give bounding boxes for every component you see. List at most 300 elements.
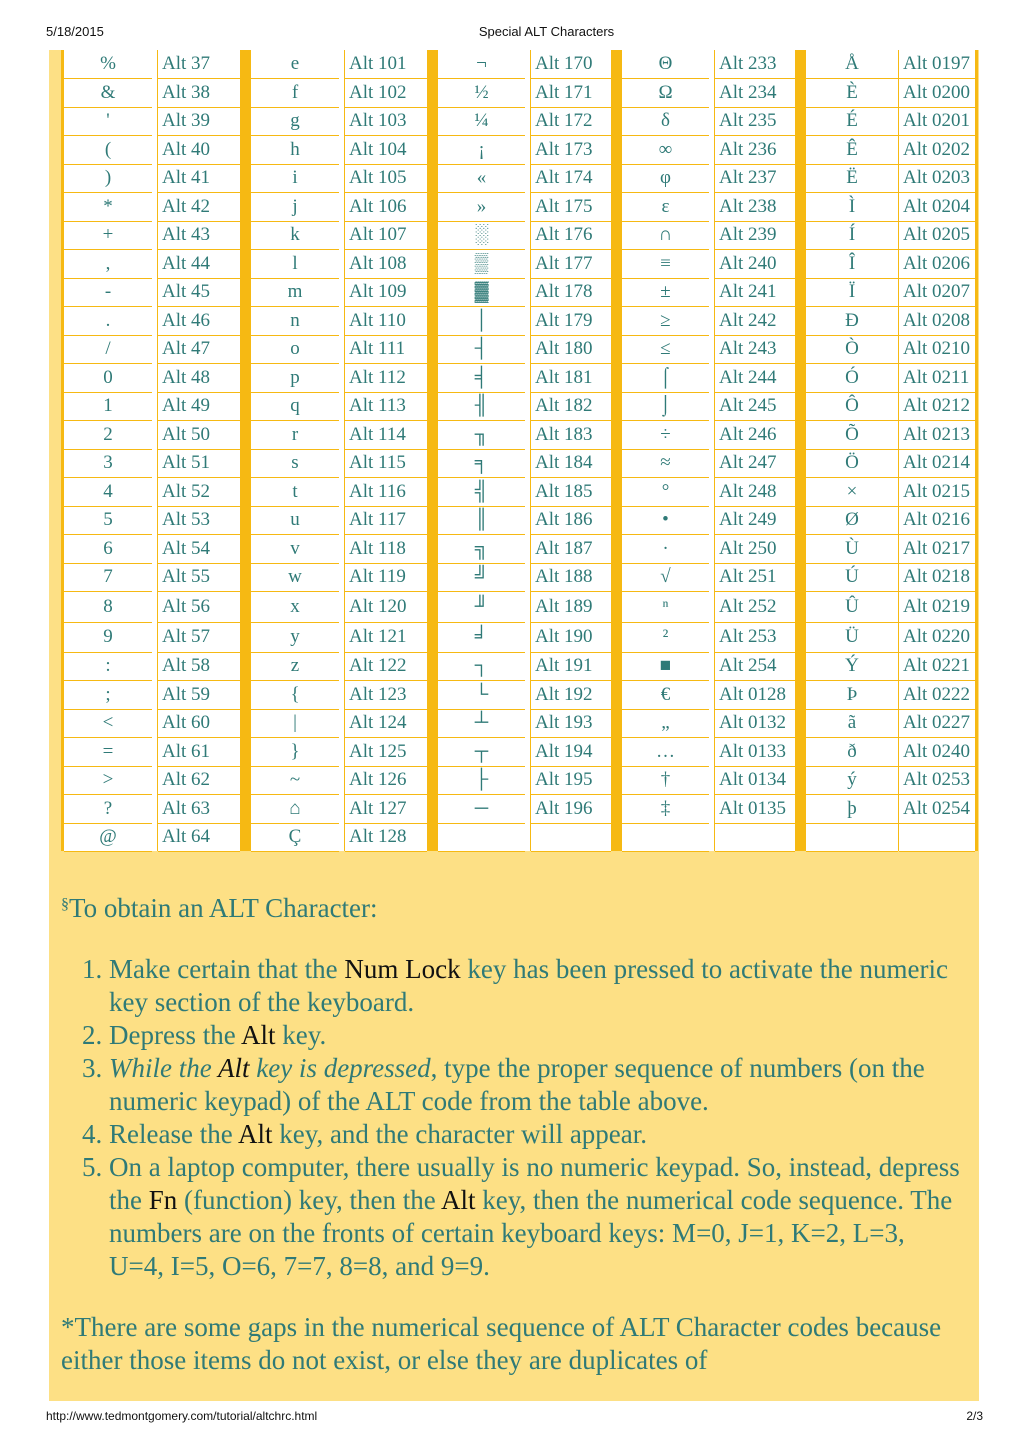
character-cell: ? — [64, 794, 152, 824]
character-cell: ‡ — [622, 794, 709, 824]
alt-code-cell: Alt 0220 — [899, 622, 975, 653]
character-cell: Ø — [806, 506, 898, 535]
alt-code-cell: Alt 195 — [531, 766, 611, 795]
table-column-group — [61, 50, 248, 851]
alt-code-cell: Alt 237 — [715, 164, 795, 193]
alt-code-cell: Alt 111 — [345, 335, 427, 364]
character-cell: ░ — [438, 221, 525, 250]
alt-code-cell: Alt 233 — [715, 50, 795, 79]
character-cell: ╡ — [438, 363, 525, 393]
key-name: Fn — [148, 1185, 178, 1215]
alt-code-cell: Alt 55 — [158, 563, 240, 592]
alt-code-cell: Alt 37 — [158, 50, 240, 79]
character-cell: x — [251, 591, 339, 623]
alt-code-cell: Alt 48 — [158, 363, 240, 393]
page-title: Special ALT Characters — [478, 24, 615, 39]
character-cell: ╜ — [438, 591, 525, 623]
alt-code-cell: Alt 181 — [531, 363, 611, 393]
character-cell: 6 — [64, 534, 152, 564]
character-cell: Ç — [251, 823, 339, 852]
table-column-group — [435, 50, 619, 851]
alt-code-cell: Alt 0207 — [899, 278, 975, 307]
alt-code-cell: Alt 52 — [158, 477, 240, 507]
step-text: , type the proper sequence of numbers (on the numeric keypad) of the ALT code from the table above. — [109, 1053, 925, 1116]
alt-code-cell: Alt 126 — [345, 766, 427, 795]
character-cell: > — [64, 766, 152, 795]
alt-code-cell: Alt 118 — [345, 534, 427, 564]
alt-code-cell: Alt 0202 — [899, 135, 975, 165]
alt-code-cell: Alt 0205 — [899, 221, 975, 250]
alt-code-cell: Alt 121 — [345, 622, 427, 653]
alt-code-cell: Alt 123 — [345, 680, 427, 710]
alt-code-cell: Alt 189 — [531, 591, 611, 623]
character-cell: └ — [438, 680, 525, 710]
character-cell: ╖ — [438, 420, 525, 450]
character-cell: & — [64, 78, 152, 108]
alt-code-cell: Alt 127 — [345, 794, 427, 824]
alt-code-cell: Alt 170 — [531, 50, 611, 79]
alt-code-cell: Alt 109 — [345, 278, 427, 307]
step-4 — [109, 1118, 966, 1151]
character-cell: ≤ — [622, 335, 709, 364]
character-cell: . — [64, 306, 152, 336]
character-cell: ∞ — [622, 135, 709, 165]
alt-code-cell: Alt 175 — [531, 192, 611, 222]
character-cell: 5 — [64, 506, 152, 535]
alt-code-cell: Alt 53 — [158, 506, 240, 535]
character-cell: { — [251, 680, 339, 710]
character-cell: „ — [622, 709, 709, 738]
alt-code-cell: Alt 254 — [715, 652, 795, 681]
character-cell: ╗ — [438, 534, 525, 564]
steps-list — [61, 953, 966, 1283]
heading-text: To obtain an ALT Character: — [69, 893, 378, 923]
alt-code-cell: Alt 242 — [715, 306, 795, 336]
alt-code-cell: Alt 0215 — [899, 477, 975, 507]
alt-code-cell: Alt 0216 — [899, 506, 975, 535]
alt-code-cell: Alt 0217 — [899, 534, 975, 564]
character-cell: j — [251, 192, 339, 222]
character-cell: ~ — [251, 766, 339, 795]
character-cell: i — [251, 164, 339, 193]
character-cell: ⌡ — [622, 392, 709, 421]
alt-code-cell: Alt 250 — [715, 534, 795, 564]
character-cell: 3 — [64, 449, 152, 478]
alt-code-cell: Alt 0221 — [899, 652, 975, 681]
character-cell: ┬ — [438, 737, 525, 767]
step-text: (function) key, then the — [177, 1185, 441, 1215]
character-cell: 7 — [64, 563, 152, 592]
character-cell: ð — [806, 737, 898, 767]
alt-code-cell: Alt 110 — [345, 306, 427, 336]
character-cell: ¼ — [438, 107, 525, 136]
character-cell: ÷ — [622, 420, 709, 450]
alt-code-cell: Alt 0210 — [899, 335, 975, 364]
character-cell: 8 — [64, 591, 152, 623]
alt-code-cell — [531, 823, 611, 852]
character-cell: φ — [622, 164, 709, 193]
character-cell: % — [64, 50, 152, 79]
character-cell: , — [64, 249, 152, 279]
alt-code-cell: Alt 39 — [158, 107, 240, 136]
step-text: Release the — [109, 1119, 238, 1149]
alt-code-cell: Alt 184 — [531, 449, 611, 478]
character-cell: ( — [64, 135, 152, 165]
alt-code-cell: Alt 41 — [158, 164, 240, 193]
alt-code-cell: Alt 0133 — [715, 737, 795, 767]
alt-code-cell: Alt 105 — [345, 164, 427, 193]
alt-code-cell: Alt 176 — [531, 221, 611, 250]
character-cell: < — [64, 709, 152, 738]
alt-code-cell: Alt 107 — [345, 221, 427, 250]
page-number: 2/3 — [966, 1409, 983, 1423]
character-cell: ⌂ — [251, 794, 339, 824]
alt-code-cell: Alt 247 — [715, 449, 795, 478]
character-cell: m — [251, 278, 339, 307]
character-cell: g — [251, 107, 339, 136]
alt-code-cell: Alt 122 — [345, 652, 427, 681]
alt-code-cell: Alt 252 — [715, 591, 795, 623]
character-cell: u — [251, 506, 339, 535]
character-cell: √ — [622, 563, 709, 592]
character-cell: ■ — [622, 652, 709, 681]
character-cell: Ì — [806, 192, 898, 222]
character-cell: Þ — [806, 680, 898, 710]
character-cell: ║ — [438, 506, 525, 535]
alt-code-cell: Alt 46 — [158, 306, 240, 336]
character-cell: Û — [806, 591, 898, 623]
alt-code-cell: Alt 241 — [715, 278, 795, 307]
print-date: 5/18/2015 — [46, 24, 104, 39]
character-cell: ≈ — [622, 449, 709, 478]
alt-code-cell: Alt 102 — [345, 78, 427, 108]
character-cell: þ — [806, 794, 898, 824]
alt-code-cell: Alt 0213 — [899, 420, 975, 450]
alt-code-cell: Alt 249 — [715, 506, 795, 535]
alt-code-cell: Alt 0219 — [899, 591, 975, 623]
alt-code-cell: Alt 234 — [715, 78, 795, 108]
alt-code-cell: Alt 51 — [158, 449, 240, 478]
alt-code-cell: Alt 60 — [158, 709, 240, 738]
step-text: key is depressed — [249, 1053, 431, 1083]
character-cell: ╢ — [438, 392, 525, 421]
alt-code-cell: Alt 253 — [715, 622, 795, 653]
alt-code-cell: Alt 246 — [715, 420, 795, 450]
character-cell: » — [438, 192, 525, 222]
alt-code-cell: Alt 174 — [531, 164, 611, 193]
character-cell: Ù — [806, 534, 898, 564]
character-cell: = — [64, 737, 152, 767]
character-cell — [438, 823, 525, 852]
alt-code-cell: Alt 178 — [531, 278, 611, 307]
character-cell: 4 — [64, 477, 152, 507]
character-cell — [622, 823, 709, 852]
character-cell: ⌠ — [622, 363, 709, 393]
alt-code-cell: Alt 58 — [158, 652, 240, 681]
alt-code-cell: Alt 180 — [531, 335, 611, 364]
character-cell: Ó — [806, 363, 898, 393]
character-cell: € — [622, 680, 709, 710]
character-cell: Ô — [806, 392, 898, 421]
character-cell: Ý — [806, 652, 898, 681]
alt-code-cell: Alt 119 — [345, 563, 427, 592]
key-name: Alt — [217, 1053, 250, 1083]
character-cell: ¡ — [438, 135, 525, 165]
alt-code-cell: Alt 193 — [531, 709, 611, 738]
step-text: key has been pressed to activate the numeric key section of the keyboard. — [109, 954, 948, 1017]
character-cell: · — [622, 534, 709, 564]
alt-code-cell: Alt 43 — [158, 221, 240, 250]
character-cell: / — [64, 335, 152, 364]
alt-code-cell: Alt 194 — [531, 737, 611, 767]
character-cell: w — [251, 563, 339, 592]
alt-code-cell: Alt 179 — [531, 306, 611, 336]
alt-code-cell: Alt 114 — [345, 420, 427, 450]
key-name: Alt — [440, 1185, 476, 1215]
character-cell: Ö — [806, 449, 898, 478]
alt-code-cell: Alt 101 — [345, 50, 427, 79]
alt-code-cell: Alt 0240 — [899, 737, 975, 767]
alt-code-cell: Alt 196 — [531, 794, 611, 824]
step-text: Depress the — [109, 1020, 241, 1050]
alt-code-cell: Alt 124 — [345, 709, 427, 738]
character-cell: ▒ — [438, 249, 525, 279]
character-cell: e — [251, 50, 339, 79]
character-cell: Î — [806, 249, 898, 279]
character-cell: … — [622, 737, 709, 767]
alt-code-cell: Alt 0208 — [899, 306, 975, 336]
step-1 — [109, 953, 966, 1019]
step-text: key. — [275, 1020, 327, 1050]
step-text: While the — [109, 1053, 218, 1083]
alt-code-cell: Alt 172 — [531, 107, 611, 136]
character-cell: × — [806, 477, 898, 507]
alt-code-cell: Alt 108 — [345, 249, 427, 279]
character-cell: ε — [622, 192, 709, 222]
character-cell: p — [251, 363, 339, 393]
alt-code-cell: Alt 0218 — [899, 563, 975, 592]
alt-code-cell: Alt 113 — [345, 392, 427, 421]
alt-code-cell: Alt 0204 — [899, 192, 975, 222]
alt-code-cell: Alt 191 — [531, 652, 611, 681]
alt-code-cell: Alt 103 — [345, 107, 427, 136]
step-text: On a laptop computer, there usually is no numeric keypad. So, instead, depress the — [109, 1152, 960, 1215]
character-cell: 0 — [64, 363, 152, 393]
alt-code-cell: Alt 0135 — [715, 794, 795, 824]
alt-code-cell: Alt 49 — [158, 392, 240, 421]
alt-code-cell — [899, 823, 975, 852]
character-cell: ; — [64, 680, 152, 710]
character-cell: - — [64, 278, 152, 307]
alt-code-cell: Alt 42 — [158, 192, 240, 222]
alt-code-cell: Alt 56 — [158, 591, 240, 623]
alt-code-cell: Alt 190 — [531, 622, 611, 653]
character-cell: ▓ — [438, 278, 525, 307]
table-column-group — [803, 50, 978, 851]
alt-code-cell: Alt 177 — [531, 249, 611, 279]
alt-code-cell: Alt 115 — [345, 449, 427, 478]
alt-code-cell: Alt 64 — [158, 823, 240, 852]
step-text: key, and the character will appear. — [272, 1119, 648, 1149]
alt-code-cell: Alt 0211 — [899, 363, 975, 393]
alt-code-cell: Alt 0212 — [899, 392, 975, 421]
character-cell: ½ — [438, 78, 525, 108]
alt-code-cell: Alt 0197 — [899, 50, 975, 79]
character-cell: ≡ — [622, 249, 709, 279]
character-cell: ± — [622, 278, 709, 307]
alt-code-cell: Alt 186 — [531, 506, 611, 535]
alt-code-cell: Alt 0201 — [899, 107, 975, 136]
character-cell: • — [622, 506, 709, 535]
alt-code-cell: Alt 0134 — [715, 766, 795, 795]
alt-code-cell: Alt 61 — [158, 737, 240, 767]
alt-code-cell: Alt 40 — [158, 135, 240, 165]
alt-code-cell: Alt 238 — [715, 192, 795, 222]
alt-code-cell: Alt 50 — [158, 420, 240, 450]
step-3 — [109, 1052, 966, 1118]
alt-code-cell: Alt 117 — [345, 506, 427, 535]
alt-code-cell: Alt 243 — [715, 335, 795, 364]
alt-code-cell: Alt 45 — [158, 278, 240, 307]
character-cell: ┐ — [438, 652, 525, 681]
character-cell: @ — [64, 823, 152, 852]
character-cell: } — [251, 737, 339, 767]
character-cell: Å — [806, 50, 898, 79]
character-cell: ╣ — [438, 477, 525, 507]
alt-code-cell: Alt 59 — [158, 680, 240, 710]
key-name: Alt — [237, 1119, 273, 1149]
alt-code-cell: Alt 185 — [531, 477, 611, 507]
step-text: key, then the numerical code sequence. The numbers are on the fronts of certain keyboard keys: M=0, J=1, K=2, L=3, U=4, I=5, O=6, 7=7, 8=8, and 9=9. — [109, 1185, 953, 1281]
alt-code-cell: Alt 0203 — [899, 164, 975, 193]
character-cell: 1 — [64, 392, 152, 421]
character-cell: Ü — [806, 622, 898, 653]
alt-code-cell: Alt 245 — [715, 392, 795, 421]
section-marker: § — [61, 896, 69, 913]
alt-code-cell: Alt 0254 — [899, 794, 975, 824]
character-cell: Ú — [806, 563, 898, 592]
character-cell: : — [64, 652, 152, 681]
character-cell: * — [64, 192, 152, 222]
instructions — [61, 888, 966, 1377]
character-cell: ≥ — [622, 306, 709, 336]
character-cell: z — [251, 652, 339, 681]
alt-code-cell: Alt 240 — [715, 249, 795, 279]
content-panel — [49, 50, 979, 1401]
character-cell: h — [251, 135, 339, 165]
alt-code-cell: Alt 62 — [158, 766, 240, 795]
character-cell: ° — [622, 477, 709, 507]
character-cell: ╛ — [438, 622, 525, 653]
character-cell: Õ — [806, 420, 898, 450]
key-name: Alt — [240, 1020, 276, 1050]
alt-code-cell: Alt 236 — [715, 135, 795, 165]
alt-code-cell: Alt 120 — [345, 591, 427, 623]
character-cell: s — [251, 449, 339, 478]
character-cell: Í — [806, 221, 898, 250]
character-cell: + — [64, 221, 152, 250]
character-cell: | — [251, 709, 339, 738]
character-cell: ý — [806, 766, 898, 795]
alt-code-cell: Alt 235 — [715, 107, 795, 136]
character-cell — [806, 823, 898, 852]
alt-code-cell: Alt 57 — [158, 622, 240, 653]
character-cell: f — [251, 78, 339, 108]
alt-code-cell: Alt 63 — [158, 794, 240, 824]
instructions-heading — [61, 888, 966, 925]
character-cell: 2 — [64, 420, 152, 450]
alt-code-cell — [715, 823, 795, 852]
character-cell: l — [251, 249, 339, 279]
character-cell: ╝ — [438, 563, 525, 592]
character-cell: t — [251, 477, 339, 507]
character-cell: 9 — [64, 622, 152, 653]
alt-code-cell: Alt 188 — [531, 563, 611, 592]
character-cell: Θ — [622, 50, 709, 79]
alt-code-cell: Alt 0214 — [899, 449, 975, 478]
alt-code-cell: Alt 187 — [531, 534, 611, 564]
alt-code-cell: Alt 38 — [158, 78, 240, 108]
footnote: *There are some gaps in the numerical sequence of ALT Character codes because either those items do not exist, or else they are duplicates of — [61, 1312, 942, 1375]
character-cell: ¬ — [438, 50, 525, 79]
character-cell: ⁿ — [622, 591, 709, 623]
alt-code-cell: Alt 54 — [158, 534, 240, 564]
step-text: Make certain that the — [109, 954, 345, 984]
alt-code-cell: Alt 183 — [531, 420, 611, 450]
alt-code-cell: Alt 44 — [158, 249, 240, 279]
alt-code-cell: Alt 0222 — [899, 680, 975, 710]
alt-code-cell: Alt 128 — [345, 823, 427, 852]
key-name: Num Lock — [344, 954, 461, 984]
source-url: http://www.tedmontgomery.com/tutorial/altchrc.html — [46, 1409, 318, 1423]
alt-code-cell: Alt 116 — [345, 477, 427, 507]
character-cell: Ð — [806, 306, 898, 336]
alt-code-cell: Alt 112 — [345, 363, 427, 393]
character-cell: n — [251, 306, 339, 336]
character-cell: É — [806, 107, 898, 136]
character-cell: r — [251, 420, 339, 450]
alt-code-cell: Alt 0227 — [899, 709, 975, 738]
alt-code-cell: Alt 251 — [715, 563, 795, 592]
character-cell: Ê — [806, 135, 898, 165]
character-cell: ┴ — [438, 709, 525, 738]
alt-code-cell: Alt 173 — [531, 135, 611, 165]
character-cell: ² — [622, 622, 709, 653]
character-cell: † — [622, 766, 709, 795]
alt-code-cell: Alt 171 — [531, 78, 611, 108]
alt-code-cell: Alt 125 — [345, 737, 427, 767]
alt-code-cell: Alt 0206 — [899, 249, 975, 279]
character-cell: Ω — [622, 78, 709, 108]
alt-code-cell: Alt 47 — [158, 335, 240, 364]
character-cell: δ — [622, 107, 709, 136]
step-5 — [109, 1151, 966, 1283]
character-cell: ╕ — [438, 449, 525, 478]
character-cell: ∩ — [622, 221, 709, 250]
character-cell: ─ — [438, 794, 525, 824]
character-cell: « — [438, 164, 525, 193]
alt-code-cell: Alt 239 — [715, 221, 795, 250]
character-cell: ├ — [438, 766, 525, 795]
character-cell: Ò — [806, 335, 898, 364]
alt-code-cell: Alt 248 — [715, 477, 795, 507]
alt-code-cell: Alt 106 — [345, 192, 427, 222]
alt-code-cell: Alt 182 — [531, 392, 611, 421]
alt-code-cell: Alt 104 — [345, 135, 427, 165]
alt-code-cell: Alt 0128 — [715, 680, 795, 710]
character-cell: o — [251, 335, 339, 364]
character-cell: ┤ — [438, 335, 525, 364]
